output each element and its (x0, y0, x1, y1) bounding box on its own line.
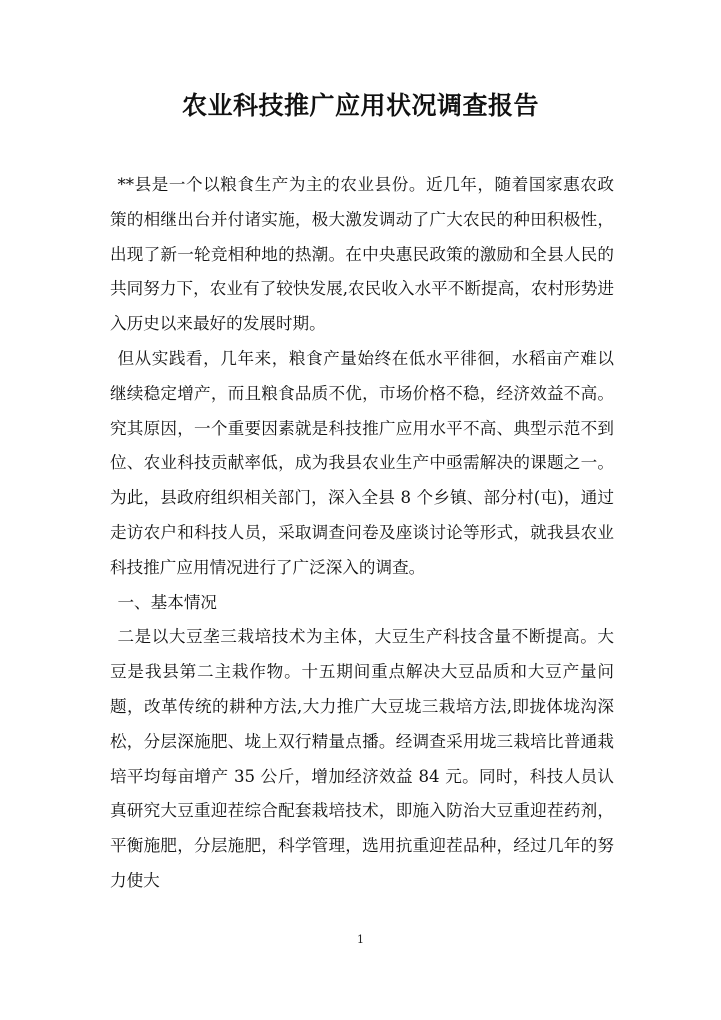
paragraph-intro: **县是一个以粮食生产为主的农业县份。近几年，随着国家惠农政策的相继出台并付诸实施，极大激发调动了广大农民的种田积极性，出现了新一轮竞相种地的热潮。在中央惠民政策的激励和全县人民的共同努力下，农业有了较快发展,农民收入水平不断提高，农村形势进入历史以来最好的发展时期。 (110, 175, 614, 334)
paragraph-background: 但从实践看，几年来，粮食产量始终在低水平徘徊，水稻亩产难以继续稳定增产，而且粮食品质不优，市场价格不稳，经济效益不高。究其原因，一个重要因素就是科技推广应用水平不高、典型示范不到位、农业科技贡献率低，成为我县农业生产中亟需解决的课题之一。为此，县政府组织相关部门，深入全县 8 个乡镇、部分村(屯)，通过走访农户和科技人员，采取调查问卷及座谈讨论等形式，就我县农业科技推广应用情况进行了广泛深入的调查。 (110, 348, 614, 577)
section-heading-basic-situation: 一、基本情况 (117, 592, 218, 612)
paragraph-soybean: 二是以大豆垄三栽培技术为主体，大豆生产科技含量不断提高。大豆是我县第二主栽作物。十五期间重点解决大豆品质和大豆产量问题，改革传统的耕种方法,大力推广大豆垅三栽培方法,即拢体垅沟深松，分层深施肥、垅上双行精量点播。经调查采用垅三栽培比普通栽培平均每亩增产 35 公斤，增加经济效益 84 元。同时，科技人员认真研究大豆重迎茬综合配套栽培技术，即施入防治大豆重迎茬药剂，平衡施肥，分层施肥，科学管理，选用抗重迎茬品种，经过几年的努力使大 (110, 627, 614, 890)
page-number: 1 (357, 933, 364, 946)
document-title: 农业科技推广应用状况调查报告 (181, 91, 539, 120)
document-body (110, 168, 614, 899)
